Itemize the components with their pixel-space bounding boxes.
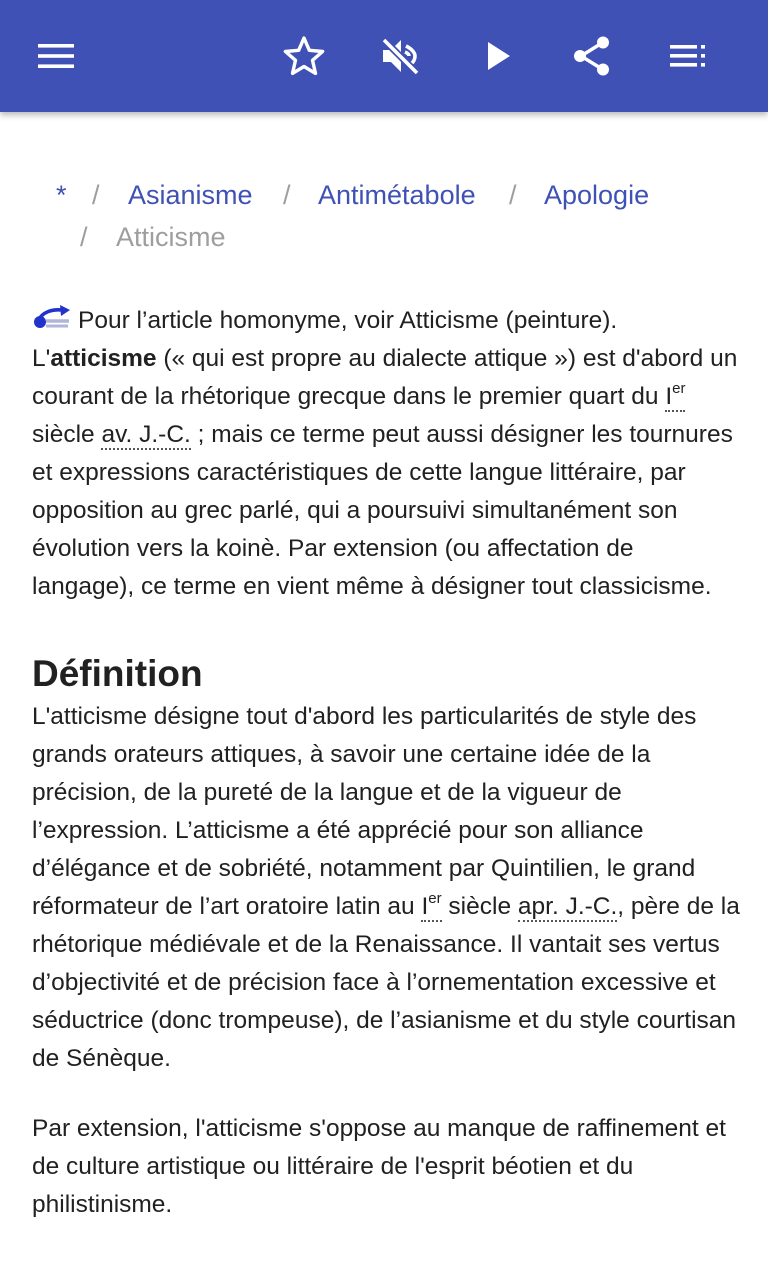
century-superscript: er (428, 889, 442, 907)
star-outline-icon[interactable] (280, 32, 328, 80)
breadcrumb-item-apologie[interactable]: Apologie (544, 180, 650, 210)
article-body (32, 302, 742, 1224)
breadcrumb (0, 174, 768, 258)
breadcrumb-separator: / (92, 180, 100, 210)
era-abbr[interactable]: av. J.-C. (101, 421, 191, 448)
era-abbr[interactable]: apr. J.-C. (517, 893, 618, 920)
breadcrumb-separator: / (80, 222, 88, 252)
share-icon[interactable] (568, 32, 616, 80)
intro-text-a: (« qui est propre au dialecte attique ») est d'abord un courant de la rhétorique grecque dans le premier quart du (32, 345, 738, 410)
definition-section (32, 698, 742, 1224)
intro-paragraph (32, 340, 742, 606)
century-numeral: I (421, 893, 429, 920)
century-superscript: er (672, 379, 686, 397)
volume-off-icon[interactable] (376, 32, 424, 80)
century-abbr[interactable] (421, 889, 442, 922)
definition-text-b: siècle (441, 893, 518, 920)
intro-prefix: L' (32, 345, 51, 372)
homonymy-text[interactable]: Pour l’article homonyme, voir Atticisme (peinture). (78, 307, 618, 334)
definition-text-a: L'atticisme désigne tout d'abord les particularités de style des grands orateurs attiques, à savoir une certaine idée de la précision, de la pureté de la langue et de la vigueur de l’expression. L’atticisme a été apprécié pour son alliance d’élégance et de sobriété, notamment par Quintilien, le grand réformateur de l’art oratoire latin au (32, 703, 697, 920)
disambiguation-arrow-icon (32, 304, 74, 330)
homonymy-note (32, 302, 742, 340)
century-numeral: I (665, 383, 673, 410)
breadcrumb-separator: / (509, 180, 517, 210)
breadcrumb-item-asianisme[interactable]: Asianisme (128, 180, 253, 210)
play-icon[interactable] (474, 32, 522, 80)
century-abbr[interactable] (665, 379, 686, 412)
definition-paragraph (32, 698, 742, 1078)
breadcrumb-current: Atticisme (116, 222, 226, 252)
breadcrumb-item-home[interactable]: * (56, 180, 67, 210)
breadcrumb-separator: / (283, 180, 291, 210)
app-toolbar (0, 0, 768, 112)
breadcrumb-item-antimetabole[interactable]: Antimétabole (318, 180, 476, 210)
intro-term: atticisme (50, 345, 157, 372)
hamburger-menu-icon[interactable] (32, 32, 80, 80)
intro-text-c: ; mais ce terme peut aussi désigner les tournures et expressions caractéristiques de cette langue littéraire, par opposition au grec parlé, qui a poursuivi simultanément son évolution vers la koinè. Par extension (ou affectation de langage), ce terme en vient même à désigner tout classicisme. (32, 421, 733, 600)
extension-paragraph: Par extension, l'atticisme s'oppose au manque de raffinement et de culture artistique ou littéraire de l'esprit béotien et du philistinisme. (32, 1115, 726, 1218)
section-heading-definition: Définition (32, 653, 203, 694)
definition-text-c: , père de la rhétorique médiévale et de la Renaissance. Il vantait ses vertus d’objectivité et de précision face à l’ornementation excessive et séductrice (donc trompeuse), de l’asianisme et du style courtisan de Sénèque. (32, 893, 740, 1072)
table-of-contents-icon[interactable] (664, 32, 712, 80)
intro-text-b: siècle (32, 421, 102, 448)
